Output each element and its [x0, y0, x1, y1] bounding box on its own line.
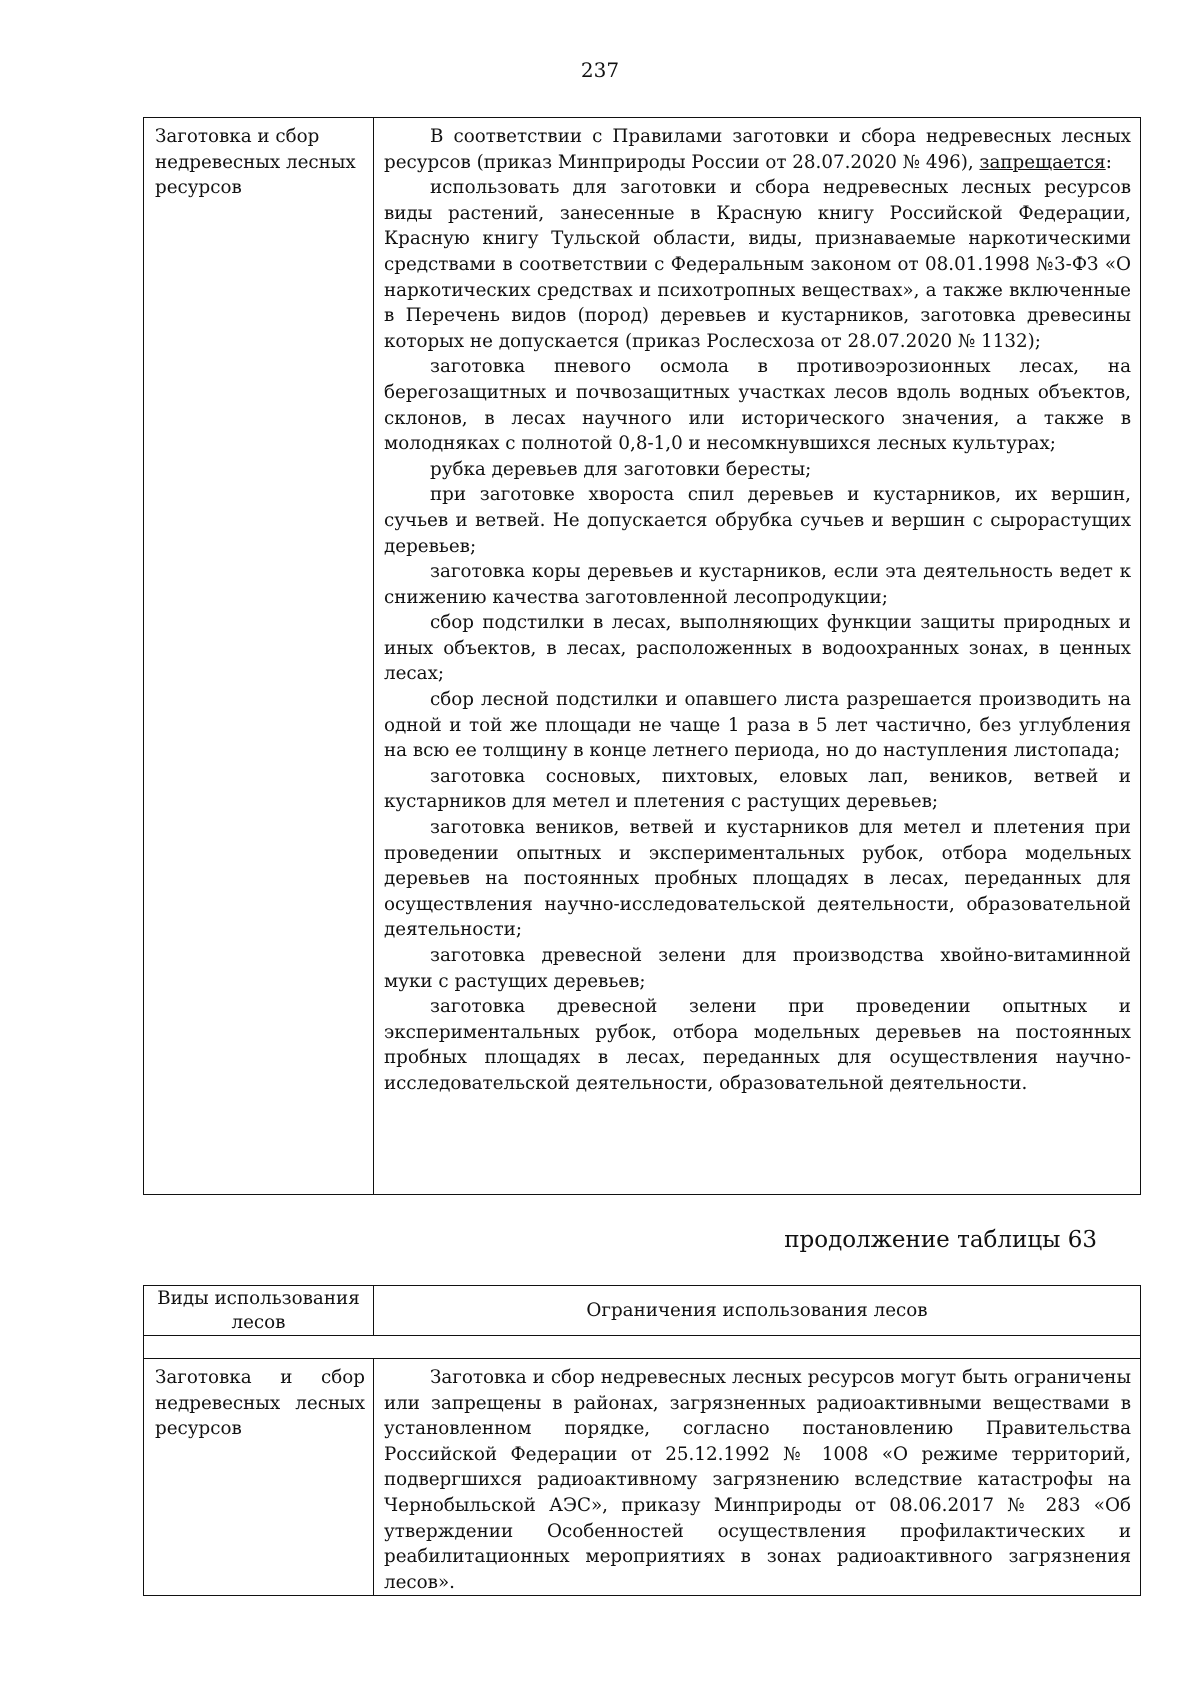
restriction-item: рубка деревьев для заготовки бересты; [430, 458, 812, 480]
header-forest-use-types: Виды использования лесов [144, 1286, 374, 1336]
restriction-item: заготовка пневого осмола в противоэрозионных лесах, на берегозащитных и почвозащитных участках лесов вдоль водных объектов, склонов, в лесах научного или исторического значения, а также в молодняках с полнотой 0,8-1,0 и несомкнувшихся лесных культурах; [384, 356, 1131, 455]
restrictions-cell [374, 118, 1141, 1195]
intro-colon: : [1105, 151, 1112, 173]
table-row [144, 1359, 1141, 1596]
intro-text: В соответствии с Правилами заготовки и сбора недревесных лесных ресурсов (приказ Минприроды России от 28.07.2020 № 496), [384, 126, 1131, 173]
restriction-item: заготовка древесной зелени при проведении опытных и экспериментальных рубок, отбора модельных деревьев на постоянных пробных площадях в лесах, переданных для осуществления научно-исследовательской деятельности, образовательной деятельности. [384, 996, 1131, 1094]
prohibited-word: запрещается [979, 151, 1106, 173]
table-spacer-row [144, 1336, 1141, 1359]
intro-paragraph [384, 124, 1131, 175]
restrictions-table-top [143, 117, 1141, 1195]
activity-type-cell: Заготовка и сбор недревесных лесных ресурсов [144, 1359, 374, 1596]
table-header-row [144, 1286, 1141, 1336]
restriction-item: использовать для заготовки и сбора недревесных лесных ресурсов виды растений, занесенные в Красную книгу Российской Федерации, Красную книгу Тульской области, виды, признаваемые наркотическими средствами в соответствии с Федеральным законом от 08.01.1998 №3-ФЗ «О наркотических средствах и психотропных веществах», а также включенные в Перечень видов (пород) деревьев и кустарников, заготовка древесины которых не допускается (приказ Рослесхоза от 28.07.2020 № 1132); [384, 177, 1131, 352]
restriction-item: сбор лесной подстилки и опавшего листа разрешается производить на одной и той же площади не чаще 1 раза в 5 лет частично, без углубления на всю ее толщину в конце летнего периода, но до наступления листопада; [384, 689, 1131, 762]
restriction-item: заготовка сосновых, пихтовых, еловых лап, веников, ветвей и кустарников для метел и плетения с растущих деревьев; [384, 765, 1131, 813]
spacer-cell [144, 1336, 1141, 1359]
restrictions-cell [374, 1359, 1141, 1596]
restrictions-table-continued [143, 1285, 1141, 1596]
restriction-item: заготовка коры деревьев и кустарников, если эта деятельность ведет к снижению качества заготовленной лесопродукции; [384, 561, 1131, 608]
restriction-item: заготовка древесной зелени для производства хвойно-витаминной муки с растущих деревьев; [384, 945, 1131, 992]
restriction-item: при заготовке хвороста спил деревьев и кустарников, их вершин, сучьев и ветвей. Не допускается обрубка сучьев и вершин с сырорастущих деревьев; [384, 484, 1131, 557]
page-number: 237 [580, 58, 620, 82]
activity-type-label: Заготовка и сбор недревесных лесных ресурсов [155, 126, 356, 199]
restriction-item: заготовка веников, ветвей и кустарников для метел и плетения при проведении опытных и экспериментальных рубок, отбора модельных деревьев на постоянных пробных площадях в лесах, переданных для осуществления научно-исследовательской деятельности, образовательной деятельности; [384, 817, 1131, 941]
radioactive-restriction-text: Заготовка и сбор недревесных лесных ресурсов могут быть ограничены или запрещены в районах, загрязненных радиоактивными веществами в установленном порядке, согласно постановлению Правительства Российской Федерации от 25.12.1992 № 1008 «О режиме территорий, подвергшихся радиоактивному загрязнению вследствие катастрофы на Чернобыльской АЭС», приказу Минприроды от 08.06.2017 № 283 «Об утверждении Особенностей осуществления профилактических и реабилитационных мероприятиях в зонах радиоактивного загрязнения лесов». [384, 1367, 1131, 1593]
table-continuation-caption: продолжение таблицы 63 [784, 1227, 1097, 1253]
restriction-item: сбор подстилки в лесах, выполняющих функции защиты природных и иных объектов, в лесах, расположенных в водоохранных зонах, в ценных лесах; [384, 612, 1131, 685]
header-forest-use-restrictions: Ограничения использования лесов [374, 1286, 1141, 1336]
table-row [144, 118, 1141, 1195]
activity-type-cell [144, 118, 374, 1195]
